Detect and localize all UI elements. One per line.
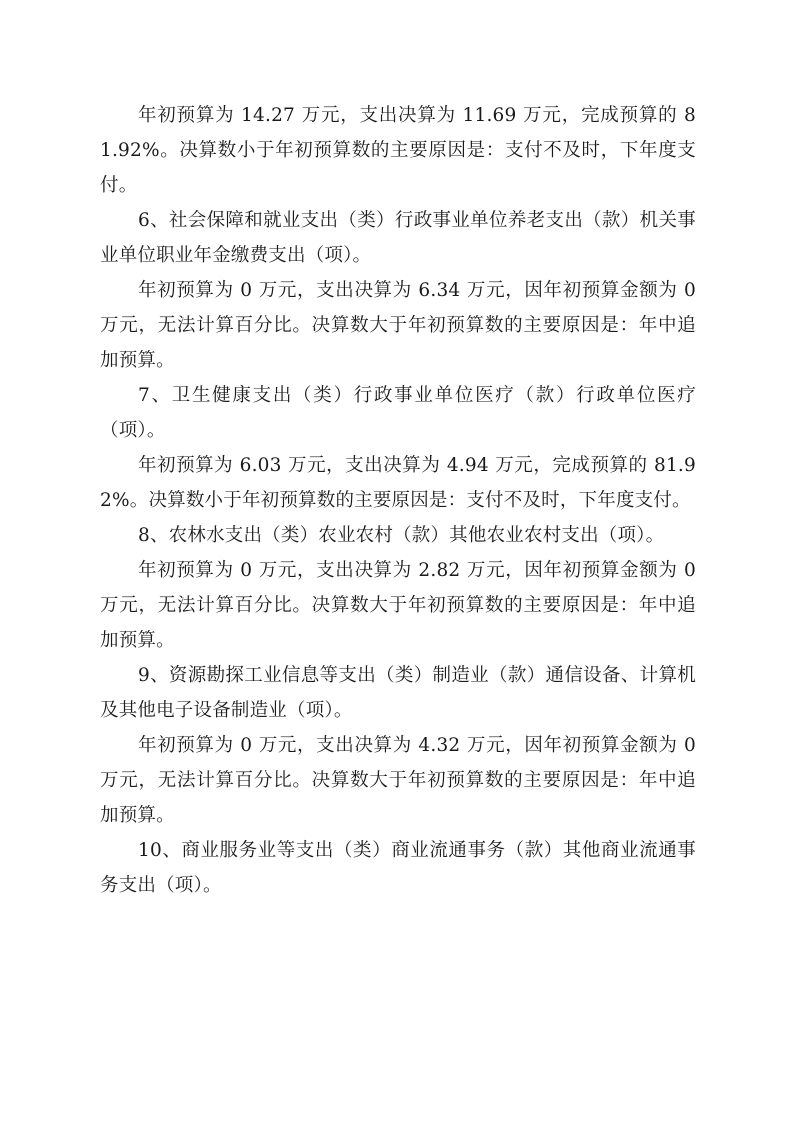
budget-paragraph: 年初预算为 0 万元，支出决算为 4.32 万元，因年初预算金额为 0 万元，无法计算百分比。决算数大于年初预算数的主要原因是：年中追加预算。 [100,735,696,826]
budget-paragraph: 年初预算为 0 万元，支出决算为 6.34 万元，因年初预算金额为 0 万元，无法计算百分比。决算数大于年初预算数的主要原因是：年中追加预算。 [100,280,696,371]
budget-paragraph: 年初预算为 0 万元，支出决算为 2.82 万元，因年初预算金额为 0 万元，无法计算百分比。决算数大于年初预算数的主要原因是：年中追加预算。 [100,560,696,651]
item-heading-10: 10、商业服务业等支出（类）商业流通事务（款）其他商业流通事务支出（项）。 [100,840,696,896]
item-heading-8: 8、农林水支出（类）农业农村（款）其他农业农村支出（项）。 [138,525,665,546]
document-body [100,98,696,903]
budget-paragraph: 年初预算为 6.03 万元，支出决算为 4.94 万元，完成预算的 81.92%。决算数小于年初预算数的主要原因是：支付不及时，下年度支付。 [100,455,696,511]
item-heading-7: 7、卫生健康支出（类）行政事业单位医疗（款）行政单位医疗（项）。 [100,385,696,441]
budget-paragraph: 年初预算为 14.27 万元，支出决算为 11.69 万元，完成预算的 81.92%。决算数小于年初预算数的主要原因是：支付不及时，下年度支付。 [100,105,696,196]
item-heading-6: 6、社会保障和就业支出（类）行政事业单位养老支出（款）机关事业单位职业年金缴费支出（项）。 [100,210,696,266]
item-heading-9: 9、资源勘探工业信息等支出（类）制造业（款）通信设备、计算机及其他电子设备制造业（项）。 [100,665,696,721]
